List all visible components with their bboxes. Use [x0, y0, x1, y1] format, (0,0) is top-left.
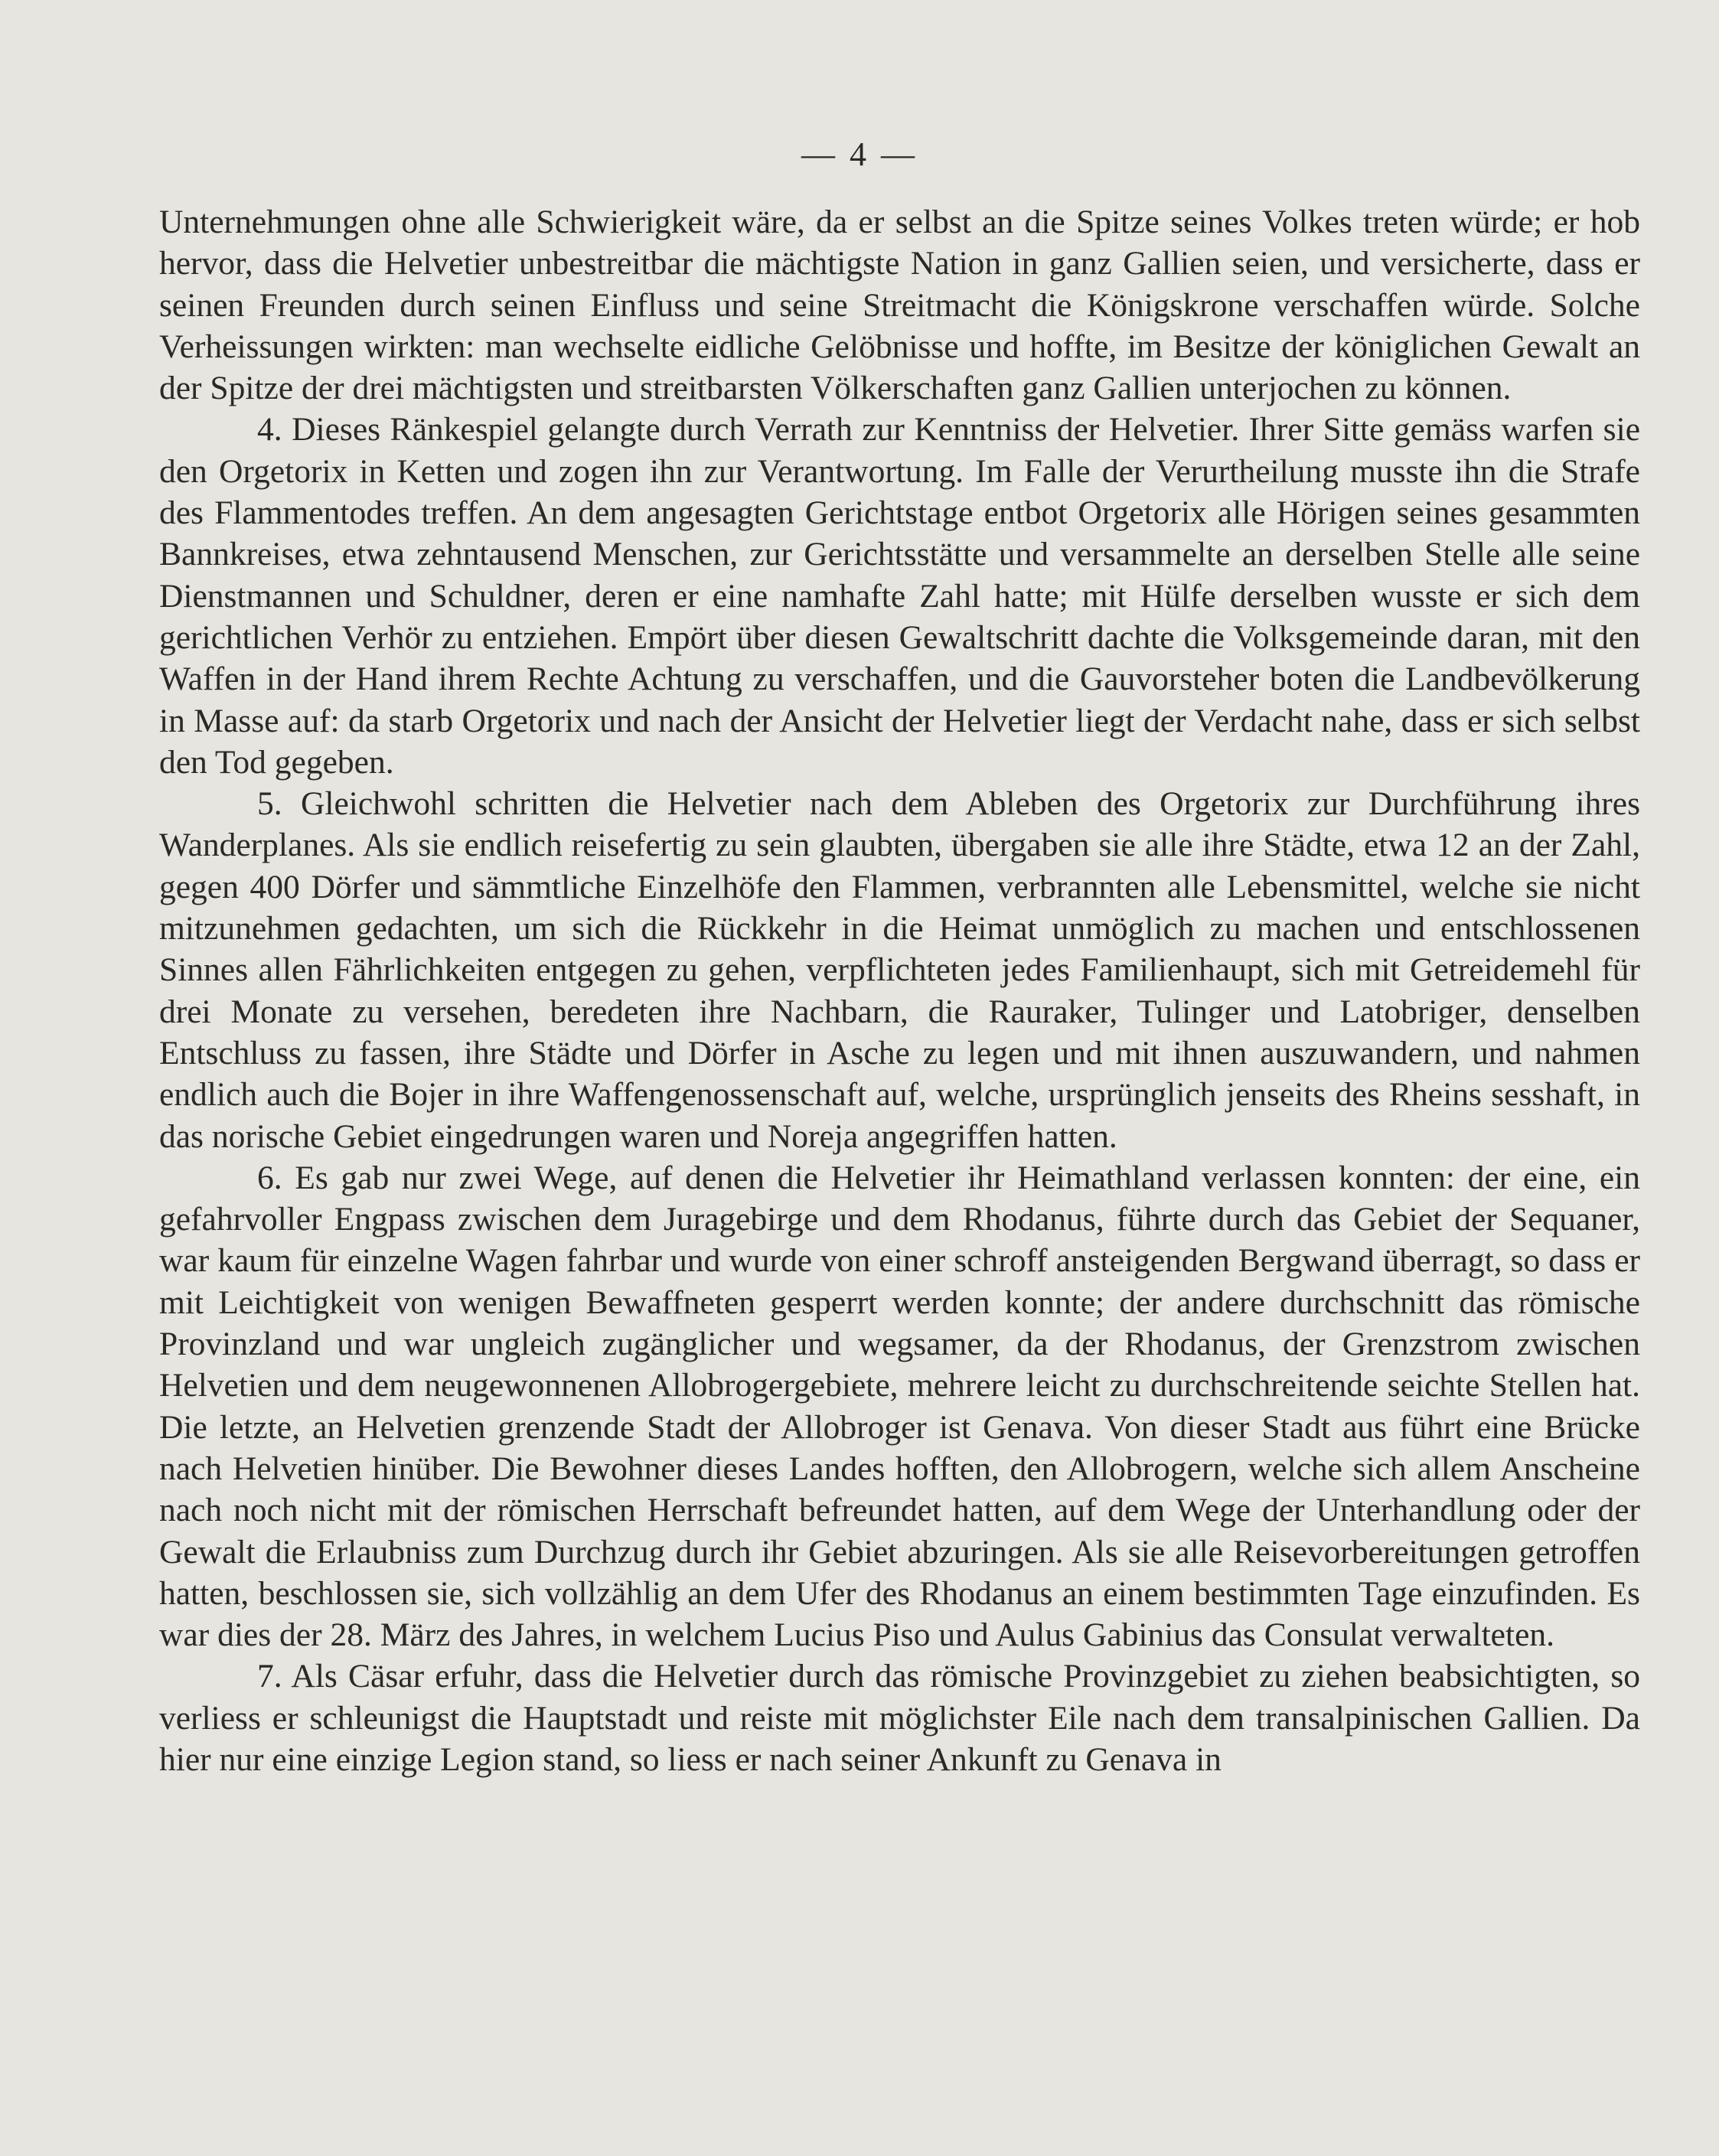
- paragraph-text: Als Cäsar erfuhr, dass die Helvetier durch das römische Provinzgebiet zu ziehen beabsichtigten, so verliess er schleunigst die Hauptstadt und reiste mit möglichster Eile nach dem transalpinischen Gallien. Da hier nur eine einzige Legion stand, so liess er nach seiner Ankunft zu Genava in: [159, 1658, 1640, 1778]
- paragraph-number: 4.: [257, 411, 282, 448]
- body-text: [159, 201, 1640, 1780]
- paragraph-text: Unternehmungen ohne alle Schwierigkeit wäre, da er selbst an die Spitze seines Volkes treten würde; er hob hervor, dass die Helvetier unbestreitbar die mächtigste Nation in ganz Gallien seien, und versicherte, dass er seinen Freunden durch seinen Einfluss und seine Streitmacht die Königskrone verschaffen würde. Solche Verheissungen wirkten: man wechselte eidliche Gelöbnisse und hoffte, im Besitze der königlichen Gewalt an der Spitze der drei mächtigsten und streitbarsten Völkerschaften ganz Gallien unterjochen zu können.: [159, 204, 1640, 407]
- paragraph-text: Es gab nur zwei Wege, auf denen die Helvetier ihr Heimathland verlassen konnten: der eine, ein gefahrvoller Engpass zwischen dem Juragebirge und dem Rhodanus, führte durch das Gebiet der Sequaner, war kaum für einzelne Wagen fahrbar und wurde von einer schroff ansteigenden Bergwand überragt, so dass er mit Leichtigkeit von wenigen Bewaffneten gesperrt werden konnte; der andere durchschnitt das römische Provinzland und war ungleich zugänglicher und wegsamer, da der Rhodanus, der Grenzstrom zwischen Helvetien und dem neugewonnenen Allobrogergebiete, mehrere leicht zu durchschreitende seichte Stellen hat. Die letzte, an Helvetien grenzende Stadt der Allobroger ist Genava. Von dieser Stadt aus führt eine Brücke nach Helvetien hinüber. Die Bewohner dieses Landes hofften, den Allobrogern, welche sich allem Anscheine nach noch nicht mit der römischen Herrschaft befreundet hatten, auf dem Wege der Unterhandlung oder der Gewalt die Erlaubniss zum Durchzug durch ihr Gebiet abzuringen. Als sie alle Reisevorbereitungen getroffen hatten, beschlossen sie, sich vollzählig an dem Ufer des Rhodanus an einem bestimmten Tage einzufinden. Es war dies der 28. März des Jahres, in welchem Lucius Piso und Aulus Gabinius das Consulat verwalteten.: [159, 1159, 1640, 1654]
- paragraph-continuation: [159, 201, 1640, 409]
- paragraph-4: [159, 409, 1640, 783]
- paragraph-6: [159, 1157, 1640, 1656]
- paragraph-7: [159, 1655, 1640, 1780]
- paragraph-number: 6.: [257, 1159, 282, 1196]
- paragraph-text: Gleichwohl schritten die Helvetier nach dem Ableben des Orgetorix zur Durchführung ihres Wanderplanes. Als sie endlich reisefertig zu sein glaubten, übergaben sie alle ihre Städte, etwa 12 an der Zahl, gegen 400 Dörfer und sämmtliche Einzelhöfe den Flammen, verbrannten alle Lebensmittel, welche sie nicht mitzunehmen gedachten, um sich die Rückkehr in die Heimat unmöglich zu machen und entschlossenen Sinnes allen Fährlichkeiten entgegen zu gehen, verpflichteten jedes Familienhaupt, sich mit Getreidemehl für drei Monate zu versehen, beredeten ihre Nachbarn, die Rauraker, Tulinger und Latobriger, denselben Entschluss zu fassen, ihre Städte und Dörfer in Asche zu legen und mit ihnen auszuwandern, und nahmen endlich auch die Bojer in ihre Waffengenossenschaft auf, welche, ursprünglich jenseits des Rheins sesshaft, in das norische Gebiet eingedrungen waren und Noreja angegriffen hatten.: [159, 785, 1641, 1155]
- paragraph-5: [159, 783, 1640, 1157]
- page-number: — 4 —: [801, 135, 918, 173]
- paragraph-number: 5.: [257, 785, 282, 823]
- paragraph-number: 7.: [257, 1658, 282, 1695]
- paragraph-text: Dieses Ränkespiel gelangte durch Verrath zur Kenntniss der Helvetier. Ihrer Sitte gemäss warfen sie den Orgetorix in Ketten und zogen ihn zur Verantwortung. Im Falle der Verurtheilung musste ihn die Strafe des Flammentodes treffen. An dem angesagten Gerichtstage entbot Orgetorix alle Hörigen seines gesammten Bannkreises, etwa zehntausend Menschen, zur Gerichtsstätte und versammelte an derselben Stelle alle seine Dienstmannen und Schuldner, deren er eine namhafte Zahl hatte; mit Hülfe derselben wusste er sich dem gerichtlichen Verhör zu entziehen. Empört über diesen Gewaltschritt dachte die Volksgemeinde daran, mit den Waffen in der Hand ihrem Rechte Achtung zu verschaffen, und die Gauvorsteher boten die Landbevölkerung in Masse auf: da starb Orgetorix und nach der Ansicht der Helvetier liegt der Verdacht nahe, dass er sich selbst den Tod gegeben.: [159, 411, 1640, 781]
